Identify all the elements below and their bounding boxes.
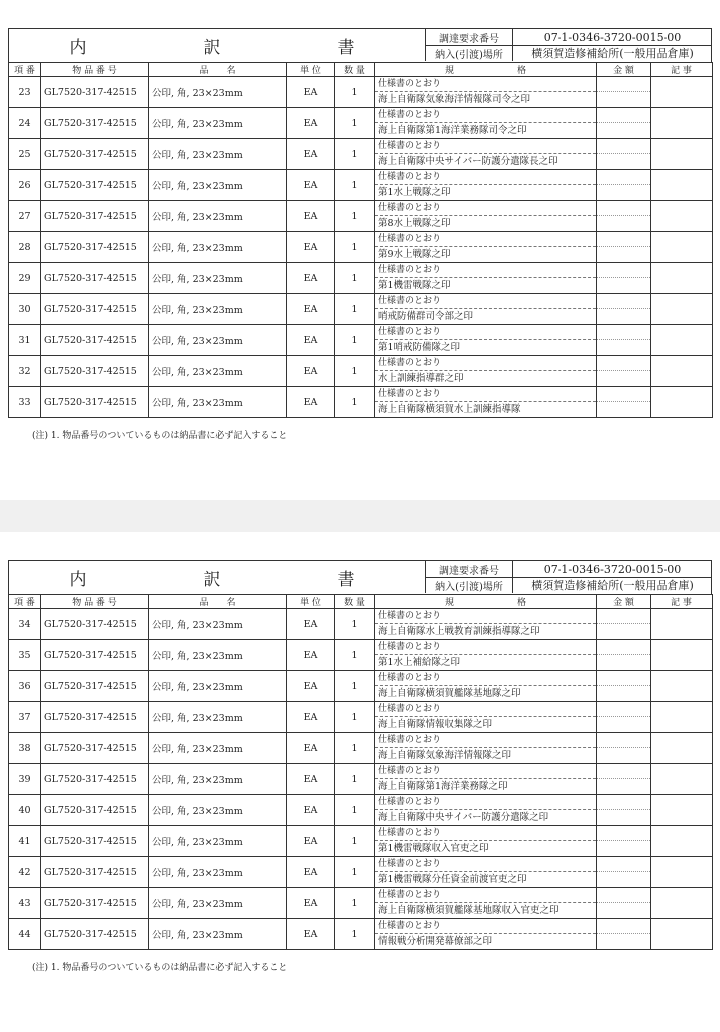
col-header-remarks: 記 事 (651, 595, 713, 609)
amount-cell (597, 764, 651, 795)
item-number: 30 (9, 294, 41, 325)
quantity: 1 (335, 232, 375, 263)
table-row (9, 232, 713, 263)
quantity: 1 (335, 77, 375, 108)
spec-line-2: 第1機雷戦隊分任資金前渡官吏之印 (378, 874, 527, 885)
item-number: 24 (9, 108, 41, 139)
spec-line-1: 仕様書のとおり (375, 671, 596, 686)
stock-number: GL7520-317-42515 (41, 702, 149, 733)
specification (375, 77, 597, 108)
col-header-unit: 単 位 (287, 595, 335, 609)
unit: EA (287, 888, 335, 919)
amount-cell (597, 77, 651, 108)
procurement-no-value: 07-1-0346-3720-0015-00 (543, 562, 682, 576)
specification (375, 764, 597, 795)
unit: EA (287, 108, 335, 139)
specification (375, 733, 597, 764)
remarks-cell (651, 733, 713, 764)
sheet-title: 内 訳 書 (69, 569, 405, 590)
stock-number: GL7520-317-42515 (41, 387, 149, 418)
col-header-amount: 金 額 (597, 595, 651, 609)
amount-cell (597, 826, 651, 857)
stock-number: GL7520-317-42515 (41, 170, 149, 201)
table-row (9, 263, 713, 294)
unit: EA (287, 826, 335, 857)
table-row (9, 671, 713, 702)
remarks-cell (651, 139, 713, 170)
stock-number: GL7520-317-42515 (41, 795, 149, 826)
stock-number: GL7520-317-42515 (41, 108, 149, 139)
spec-line-2: 水上訓練指導群之印 (378, 373, 464, 384)
specification (375, 857, 597, 888)
stock-number: GL7520-317-42515 (41, 77, 149, 108)
amount-cell (597, 263, 651, 294)
table-row (9, 356, 713, 387)
spec-line-2: 海上自衛隊第1海洋業務隊司令之印 (378, 125, 527, 136)
spec-line-2: 海上自衛隊中央サイバー防護分遣隊長之印 (378, 156, 558, 167)
table-row (9, 325, 713, 356)
remarks-cell (651, 764, 713, 795)
quantity: 1 (335, 263, 375, 294)
item-name: 公印, 角, 23×23mm (149, 733, 287, 764)
items-table (8, 594, 713, 950)
unit: EA (287, 263, 335, 294)
spec-line-1: 仕様書のとおり (375, 826, 596, 841)
quantity: 1 (335, 888, 375, 919)
specification (375, 702, 597, 733)
table-row (9, 387, 713, 418)
col-header-qty: 数 量 (335, 595, 375, 609)
quantity: 1 (335, 795, 375, 826)
delivery-place-value: 横須賀造修補給所(一般用品倉庫) (531, 47, 694, 60)
spec-line-1: 仕様書のとおり (375, 795, 596, 810)
item-number: 43 (9, 888, 41, 919)
page-gap (0, 500, 720, 532)
stock-number: GL7520-317-42515 (41, 640, 149, 671)
item-number: 26 (9, 170, 41, 201)
stock-number: GL7520-317-42515 (41, 325, 149, 356)
sheet-header (8, 560, 712, 594)
spec-line-2: 海上自衛隊第1海洋業務隊之印 (378, 781, 508, 792)
table-row (9, 201, 713, 232)
stock-number: GL7520-317-42515 (41, 232, 149, 263)
remarks-cell (651, 325, 713, 356)
amount-cell (597, 201, 651, 232)
quantity: 1 (335, 919, 375, 950)
col-header-stock: 物 品 番 号 (41, 595, 149, 609)
specification (375, 201, 597, 232)
quantity: 1 (335, 640, 375, 671)
unit: EA (287, 919, 335, 950)
spec-line-1: 仕様書のとおり (375, 733, 596, 748)
unit: EA (287, 733, 335, 764)
remarks-cell (651, 232, 713, 263)
specification (375, 888, 597, 919)
remarks-cell (651, 170, 713, 201)
spec-line-1: 仕様書のとおり (375, 139, 596, 154)
table-row (9, 170, 713, 201)
table-row (9, 919, 713, 950)
item-name: 公印, 角, 23×23mm (149, 325, 287, 356)
amount-cell (597, 888, 651, 919)
col-header-spec: 規 格 (375, 595, 597, 609)
col-header-stock: 物 品 番 号 (41, 63, 149, 77)
spec-line-1: 仕様書のとおり (375, 702, 596, 717)
table-row (9, 77, 713, 108)
amount-cell (597, 795, 651, 826)
item-name: 公印, 角, 23×23mm (149, 108, 287, 139)
amount-cell (597, 733, 651, 764)
item-number: 27 (9, 201, 41, 232)
specification (375, 139, 597, 170)
spec-line-2: 第8水上戦隊之印 (378, 218, 451, 229)
spec-line-1: 仕様書のとおり (375, 919, 596, 934)
spec-line-1: 仕様書のとおり (375, 857, 596, 872)
unit: EA (287, 170, 335, 201)
spec-line-2: 第9水上戦隊之印 (378, 249, 451, 260)
spec-line-2: 第1機雷戦隊収入官吏之印 (378, 843, 489, 854)
specification (375, 356, 597, 387)
item-name: 公印, 角, 23×23mm (149, 826, 287, 857)
col-header-unit: 単 位 (287, 63, 335, 77)
stock-number: GL7520-317-42515 (41, 764, 149, 795)
item-name: 公印, 角, 23×23mm (149, 263, 287, 294)
remarks-cell (651, 795, 713, 826)
remarks-cell (651, 294, 713, 325)
spec-line-1: 仕様書のとおり (375, 108, 596, 123)
header-meta (425, 29, 712, 61)
remarks-cell (651, 108, 713, 139)
sheet-header (8, 28, 712, 62)
remarks-cell (651, 826, 713, 857)
remarks-cell (651, 640, 713, 671)
spec-line-2: 海上自衛隊横須賀水上訓練指導隊 (378, 404, 521, 415)
item-number: 38 (9, 733, 41, 764)
remarks-cell (651, 919, 713, 950)
spec-line-1: 仕様書のとおり (375, 640, 596, 655)
delivery-place-value: 横須賀造修補給所(一般用品倉庫) (531, 579, 694, 592)
item-number: 35 (9, 640, 41, 671)
table-row (9, 888, 713, 919)
remarks-cell (651, 609, 713, 640)
spec-line-2: 海上自衛隊水上戦教育訓練指導隊之印 (378, 626, 540, 637)
spec-line-1: 仕様書のとおり (375, 77, 596, 92)
stock-number: GL7520-317-42515 (41, 671, 149, 702)
spec-line-1: 仕様書のとおり (375, 356, 596, 371)
amount-cell (597, 325, 651, 356)
amount-cell (597, 857, 651, 888)
item-number: 28 (9, 232, 41, 263)
item-number: 39 (9, 764, 41, 795)
spec-line-1: 仕様書のとおり (375, 888, 596, 903)
quantity: 1 (335, 857, 375, 888)
amount-cell (597, 387, 651, 418)
specification (375, 387, 597, 418)
item-number: 41 (9, 826, 41, 857)
spec-line-2: 哨戒防備群司令部之印 (378, 311, 474, 322)
stock-number: GL7520-317-42515 (41, 919, 149, 950)
spec-line-2: 第1水上戦隊之印 (378, 187, 451, 198)
quantity: 1 (335, 356, 375, 387)
specification (375, 108, 597, 139)
remarks-cell (651, 857, 713, 888)
stock-number: GL7520-317-42515 (41, 139, 149, 170)
remarks-cell (651, 671, 713, 702)
table-row (9, 764, 713, 795)
unit: EA (287, 356, 335, 387)
unit: EA (287, 764, 335, 795)
unit: EA (287, 139, 335, 170)
remarks-cell (651, 888, 713, 919)
quantity: 1 (335, 170, 375, 201)
spec-line-2: 第1水上補給隊之印 (378, 657, 461, 668)
stock-number: GL7520-317-42515 (41, 609, 149, 640)
amount-cell (597, 170, 651, 201)
specification (375, 294, 597, 325)
unit: EA (287, 609, 335, 640)
amount-cell (597, 919, 651, 950)
spec-line-2: 第1哨戒防備隊之印 (378, 342, 461, 353)
unit: EA (287, 387, 335, 418)
item-name: 公印, 角, 23×23mm (149, 702, 287, 733)
table-row (9, 640, 713, 671)
remarks-cell (651, 77, 713, 108)
breakdown-sheet-2 (0, 532, 720, 1032)
delivery-place-label: 納入(引渡)場所 (426, 45, 513, 61)
item-number: 37 (9, 702, 41, 733)
quantity: 1 (335, 826, 375, 857)
spec-line-2: 海上自衛隊中央サイバー防護分遣隊之印 (378, 812, 549, 823)
unit: EA (287, 294, 335, 325)
stock-number: GL7520-317-42515 (41, 733, 149, 764)
table-row (9, 108, 713, 139)
item-name: 公印, 角, 23×23mm (149, 795, 287, 826)
stock-number: GL7520-317-42515 (41, 294, 149, 325)
table-header-row (9, 595, 713, 609)
specification (375, 609, 597, 640)
amount-cell (597, 294, 651, 325)
stock-number: GL7520-317-42515 (41, 888, 149, 919)
stock-number: GL7520-317-42515 (41, 857, 149, 888)
spec-line-1: 仕様書のとおり (375, 764, 596, 779)
table-row (9, 609, 713, 640)
spec-line-1: 仕様書のとおり (375, 201, 596, 216)
item-name: 公印, 角, 23×23mm (149, 201, 287, 232)
amount-cell (597, 640, 651, 671)
item-name: 公印, 角, 23×23mm (149, 857, 287, 888)
table-row (9, 294, 713, 325)
item-number: 29 (9, 263, 41, 294)
stock-number: GL7520-317-42515 (41, 201, 149, 232)
unit: EA (287, 640, 335, 671)
items-table (8, 62, 713, 418)
item-name: 公印, 角, 23×23mm (149, 356, 287, 387)
item-name: 公印, 角, 23×23mm (149, 919, 287, 950)
stock-number: GL7520-317-42515 (41, 263, 149, 294)
spec-line-2: 海上自衛隊横須賀艦隊基地隊収入官吏之印 (378, 905, 559, 916)
spec-line-2: 情報戦分析開発幕僚部之印 (378, 936, 493, 947)
table-header-row (9, 63, 713, 77)
spec-line-1: 仕様書のとおり (375, 387, 596, 402)
table-row (9, 857, 713, 888)
breakdown-sheet-1 (0, 0, 720, 500)
spec-line-2: 海上自衛隊情報収集隊之印 (378, 719, 493, 730)
item-number: 36 (9, 671, 41, 702)
quantity: 1 (335, 733, 375, 764)
item-name: 公印, 角, 23×23mm (149, 640, 287, 671)
item-number: 33 (9, 387, 41, 418)
quantity: 1 (335, 139, 375, 170)
unit: EA (287, 795, 335, 826)
item-number: 34 (9, 609, 41, 640)
col-header-remarks: 記 事 (651, 63, 713, 77)
unit: EA (287, 201, 335, 232)
quantity: 1 (335, 108, 375, 139)
amount-cell (597, 609, 651, 640)
quantity: 1 (335, 671, 375, 702)
sheet-title: 内 訳 書 (69, 37, 405, 58)
item-name: 公印, 角, 23×23mm (149, 888, 287, 919)
col-header-name: 品 名 (149, 595, 287, 609)
amount-cell (597, 702, 651, 733)
unit: EA (287, 232, 335, 263)
quantity: 1 (335, 201, 375, 232)
col-header-spec: 規 格 (375, 63, 597, 77)
item-name: 公印, 角, 23×23mm (149, 232, 287, 263)
spec-line-1: 仕様書のとおり (375, 263, 596, 278)
unit: EA (287, 77, 335, 108)
amount-cell (597, 108, 651, 139)
specification (375, 263, 597, 294)
col-header-amount: 金 額 (597, 63, 651, 77)
spec-line-1: 仕様書のとおり (375, 170, 596, 185)
spec-line-1: 仕様書のとおり (375, 609, 596, 624)
item-number: 25 (9, 139, 41, 170)
col-header-no: 項 番 (9, 595, 41, 609)
item-number: 42 (9, 857, 41, 888)
quantity: 1 (335, 387, 375, 418)
spec-line-2: 海上自衛隊気象海洋情報隊司令之印 (378, 94, 531, 105)
procurement-no-label: 調達要求番号 (426, 561, 513, 577)
procurement-no-label: 調達要求番号 (426, 29, 513, 45)
stock-number: GL7520-317-42515 (41, 356, 149, 387)
spec-line-1: 仕様書のとおり (375, 325, 596, 340)
remarks-cell (651, 702, 713, 733)
item-number: 23 (9, 77, 41, 108)
col-header-qty: 数 量 (335, 63, 375, 77)
col-header-no: 項 番 (9, 63, 41, 77)
spec-line-2: 海上自衛隊横須賀艦隊基地隊之印 (378, 688, 521, 699)
stock-number: GL7520-317-42515 (41, 826, 149, 857)
item-number: 44 (9, 919, 41, 950)
specification (375, 640, 597, 671)
unit: EA (287, 325, 335, 356)
specification (375, 170, 597, 201)
col-header-name: 品 名 (149, 63, 287, 77)
spec-line-2: 海上自衛隊気象海洋情報隊之印 (378, 750, 512, 761)
spec-line-1: 仕様書のとおり (375, 232, 596, 247)
header-meta (425, 561, 712, 593)
quantity: 1 (335, 702, 375, 733)
item-number: 32 (9, 356, 41, 387)
quantity: 1 (335, 325, 375, 356)
quantity: 1 (335, 294, 375, 325)
spec-line-1: 仕様書のとおり (375, 294, 596, 309)
table-row (9, 826, 713, 857)
amount-cell (597, 671, 651, 702)
item-name: 公印, 角, 23×23mm (149, 764, 287, 795)
footnote: (注) 1. 物品番号のついているものは納品書に必ず記入すること (32, 431, 288, 441)
item-name: 公印, 角, 23×23mm (149, 294, 287, 325)
spec-line-2: 第1機雷戦隊之印 (378, 280, 451, 291)
specification (375, 919, 597, 950)
table-row (9, 733, 713, 764)
remarks-cell (651, 387, 713, 418)
quantity: 1 (335, 609, 375, 640)
remarks-cell (651, 356, 713, 387)
table-row (9, 702, 713, 733)
amount-cell (597, 232, 651, 263)
item-name: 公印, 角, 23×23mm (149, 609, 287, 640)
specification (375, 232, 597, 263)
item-name: 公印, 角, 23×23mm (149, 170, 287, 201)
footnote: (注) 1. 物品番号のついているものは納品書に必ず記入すること (32, 963, 288, 973)
unit: EA (287, 857, 335, 888)
procurement-no-value: 07-1-0346-3720-0015-00 (543, 30, 682, 44)
specification (375, 826, 597, 857)
delivery-place-label: 納入(引渡)場所 (426, 577, 513, 593)
unit: EA (287, 702, 335, 733)
unit: EA (287, 671, 335, 702)
table-row (9, 139, 713, 170)
specification (375, 325, 597, 356)
item-number: 31 (9, 325, 41, 356)
amount-cell (597, 356, 651, 387)
table-row (9, 795, 713, 826)
specification (375, 671, 597, 702)
item-name: 公印, 角, 23×23mm (149, 671, 287, 702)
item-name: 公印, 角, 23×23mm (149, 139, 287, 170)
amount-cell (597, 139, 651, 170)
remarks-cell (651, 201, 713, 232)
specification (375, 795, 597, 826)
quantity: 1 (335, 764, 375, 795)
remarks-cell (651, 263, 713, 294)
item-number: 40 (9, 795, 41, 826)
item-name: 公印, 角, 23×23mm (149, 77, 287, 108)
item-name: 公印, 角, 23×23mm (149, 387, 287, 418)
